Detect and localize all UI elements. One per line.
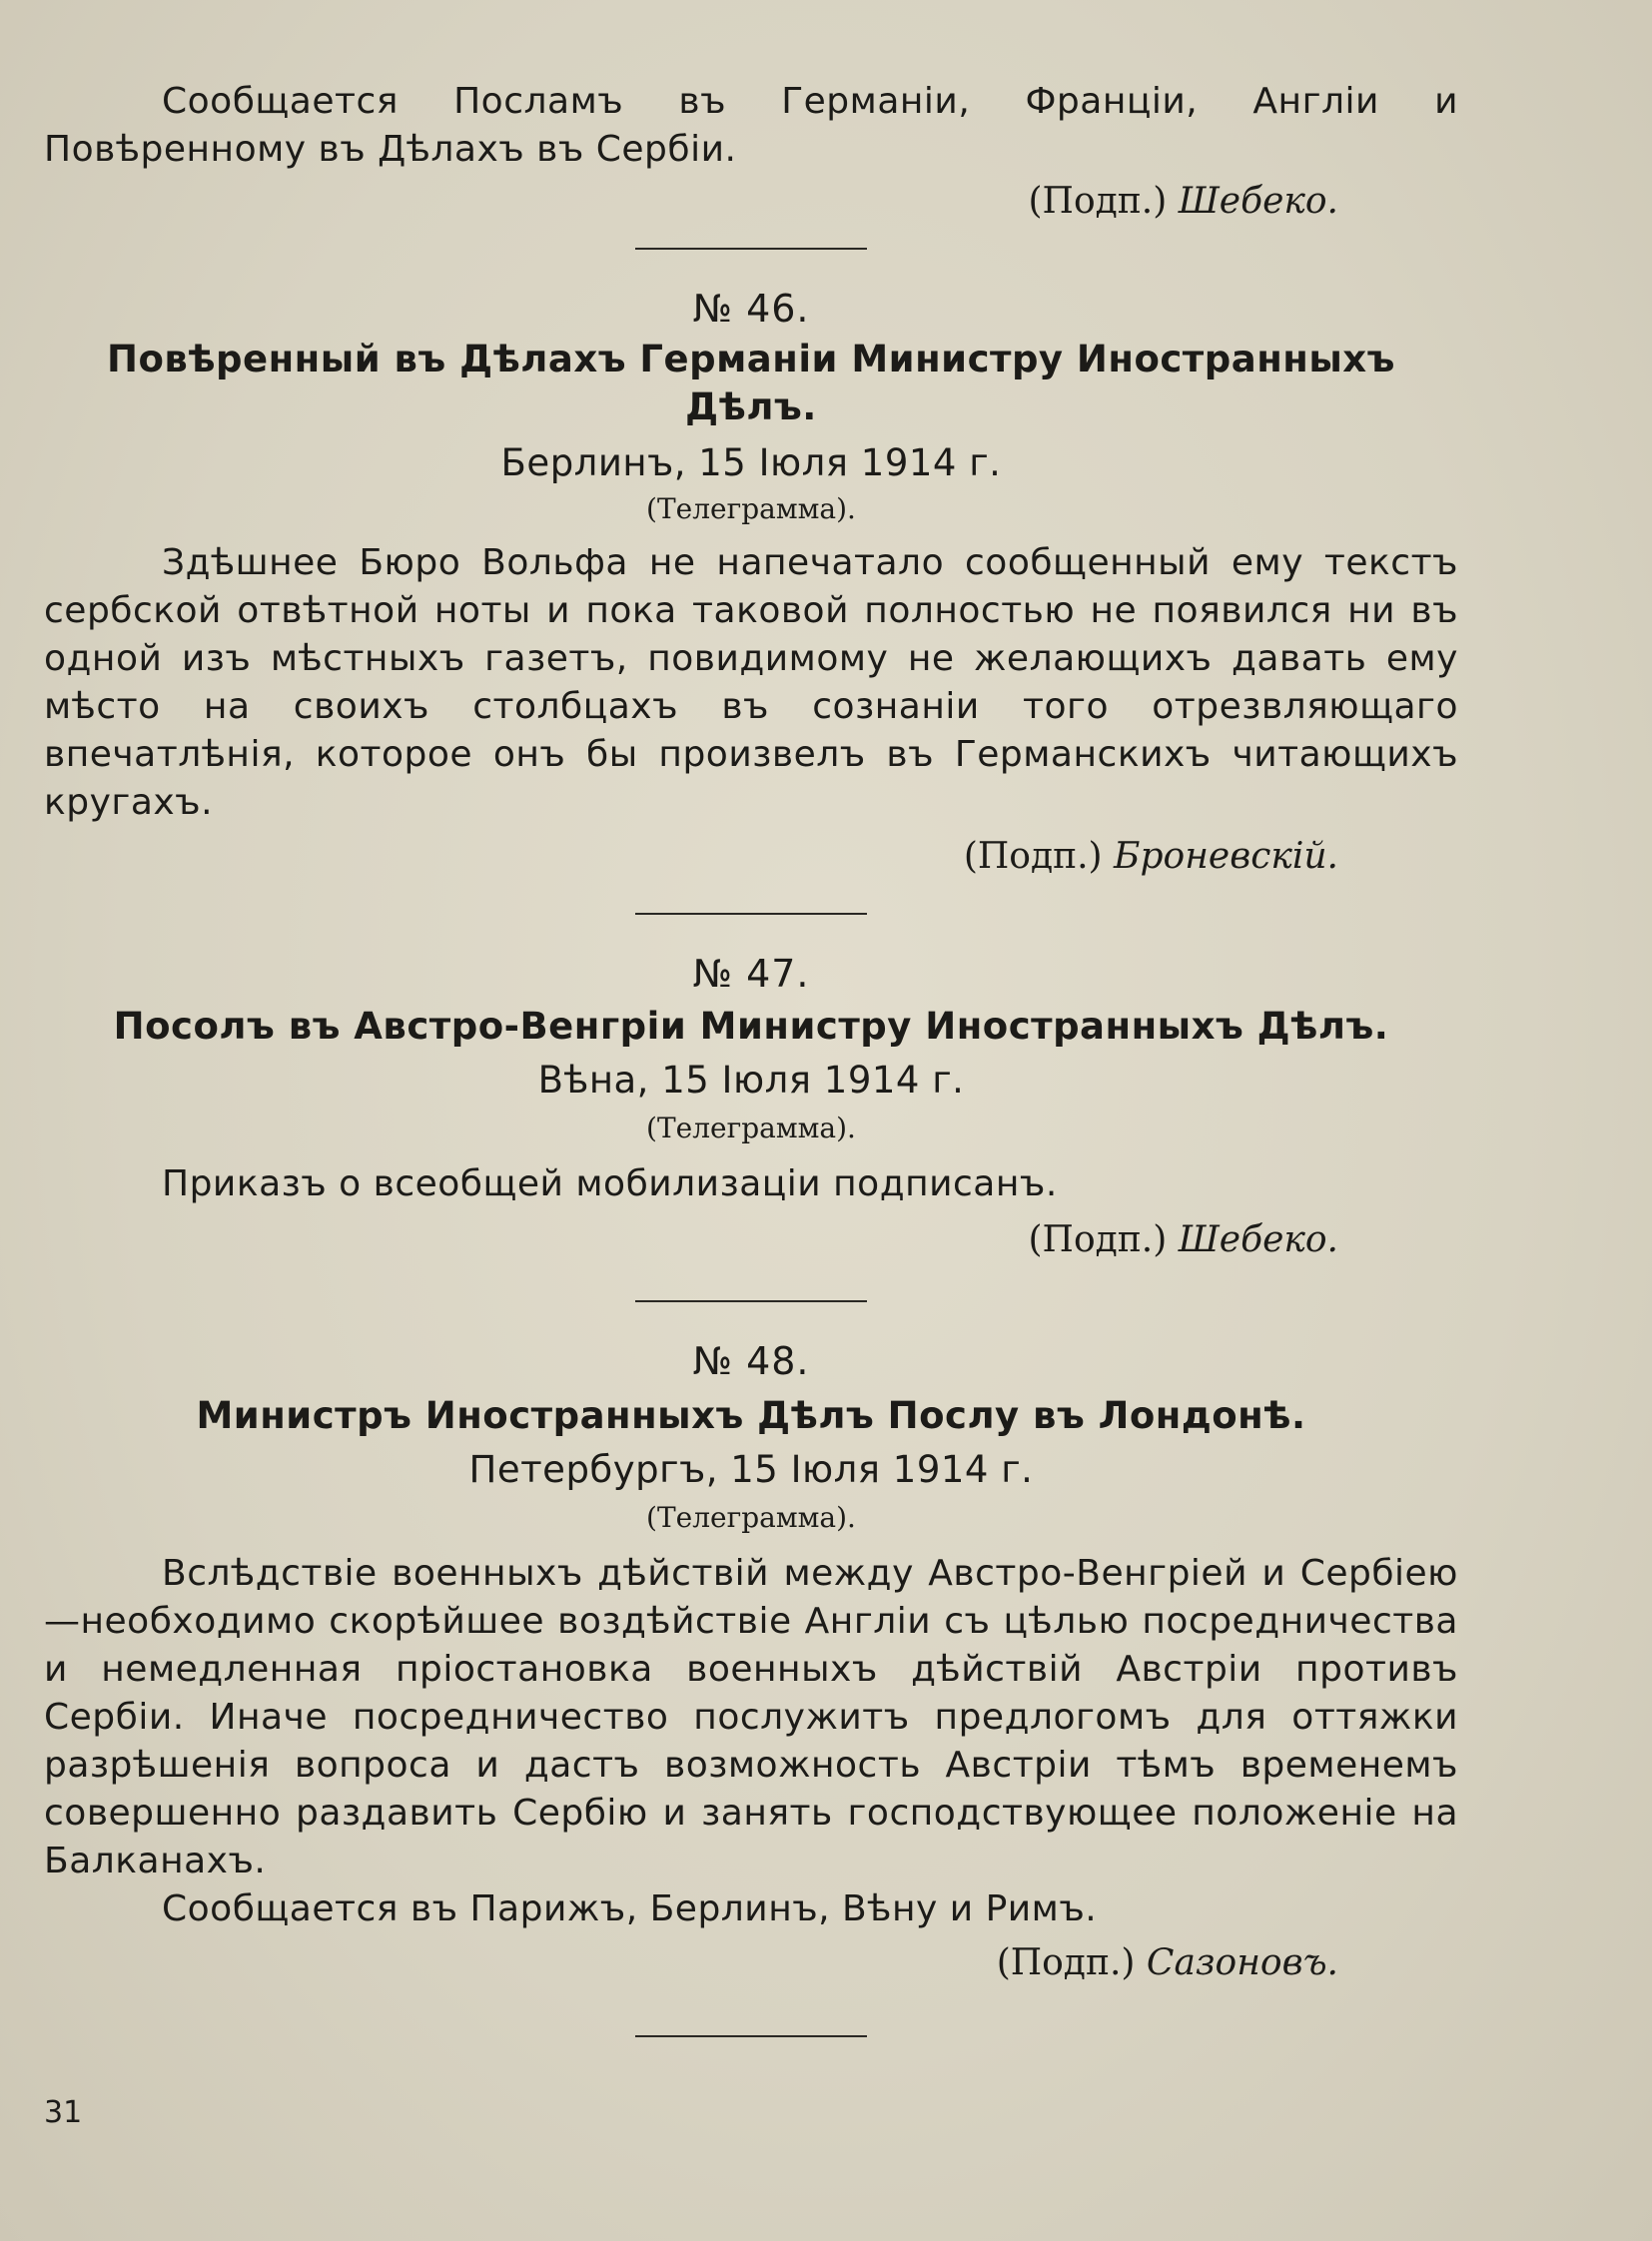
section-divider <box>635 248 867 250</box>
place-date: Вѣна, 15 Iюля 1914 г. <box>537 1059 965 1102</box>
place-date: Берлинъ, 15 Iюля 1914 г. <box>500 441 1002 484</box>
top-continuation <box>44 78 1458 226</box>
signature-prefix: (Подп.) <box>996 1942 1136 1983</box>
signature-prefix: (Подп.) <box>963 836 1103 877</box>
document-heading: Посолъ въ Австро-Венгрiи Министру Иностранныхъ Дѣлъ. <box>113 1005 1389 1048</box>
document-signature <box>44 1216 1458 1264</box>
document-heading: Министръ Иностранныхъ Дѣлъ Послу въ Лондонѣ. <box>196 1394 1306 1437</box>
document-type: (Телеграмма). <box>646 492 856 525</box>
document-paragraph: Сообщается въ Парижъ, Берлинъ, Вѣну и Римъ. <box>162 1888 1098 1929</box>
section-divider <box>635 2035 867 2037</box>
place-date: Петербургъ, 15 Iюля 1914 г. <box>468 1448 1034 1491</box>
document-paragraph: Вслѣдствiе военныхъ дѣйствiй между Австро-Венгрiей и Сербiею—необходимо скорѣйшее воздѣйствiе Англiи съ цѣлью посредничества и немедленная прiостановка военныхъ дѣйствiй Австрiи противъ Сербiи. Иначе посредничество послужитъ предлогомъ для оттяжки разрѣшенiя вопроса и дастъ возможность Австрiи тѣмъ временемъ совершенно раздавить Сербiю и занять господствующее положенiе на Балканахъ. <box>44 1553 1458 1881</box>
divider-3-wrap <box>44 1300 1458 1302</box>
signature-prefix: (Подп.) <box>1028 1219 1168 1260</box>
document-46 <box>44 284 1458 881</box>
document-type: (Телеграмма). <box>646 1501 856 1534</box>
document-48 <box>44 1336 1458 1987</box>
document-type: (Телеграмма). <box>646 1112 856 1144</box>
signature-prefix: (Подп.) <box>1028 181 1168 222</box>
divider-1-wrap <box>44 248 1458 250</box>
document-paragraph: Здѣшнее Бюро Вольфа не напечатало сообщенный ему текстъ сербской отвѣтной ноты и пока таковой полностью не появился ни въ одной изъ мѣстныхъ газетъ, повидимому не желающихъ давать ему мѣсто на своихъ столбцахъ въ сознанiи того отрезвляющаго впечатлѣнiя, которое онъ бы произвелъ въ Германскихъ читающихъ кругахъ. <box>44 542 1458 823</box>
document-signature <box>44 1939 1458 1987</box>
document-number: № 48. <box>692 1339 810 1383</box>
signature-name: Шебеко. <box>1178 181 1338 222</box>
section-divider <box>635 913 867 915</box>
document-signature <box>44 833 1458 881</box>
document-heading: Повѣренный въ Дѣлахъ Германiи Министру Иностранныхъ Дѣлъ. <box>107 338 1395 428</box>
top-paragraph: Сообщается Посламъ въ Германiи, Францiи, Англiи и Повѣренному въ Дѣлахъ въ Сербiи. <box>44 81 1458 170</box>
signature-name: Шебеко. <box>1178 1219 1338 1260</box>
signature-name: Броневскiй. <box>1114 836 1338 877</box>
document-47 <box>44 949 1458 1264</box>
document-number: № 47. <box>692 952 810 996</box>
page-number: 31 <box>44 2095 83 2130</box>
document-paragraph: Приказъ о всеобщей мобилизацiи подписанъ. <box>162 1163 1058 1204</box>
section-divider <box>635 1300 867 1302</box>
divider-4-wrap <box>44 2035 1458 2037</box>
top-signature <box>44 178 1458 226</box>
divider-2-wrap <box>44 913 1458 915</box>
signature-name: Сазоновъ. <box>1146 1942 1338 1983</box>
document-number: № 46. <box>692 287 810 331</box>
